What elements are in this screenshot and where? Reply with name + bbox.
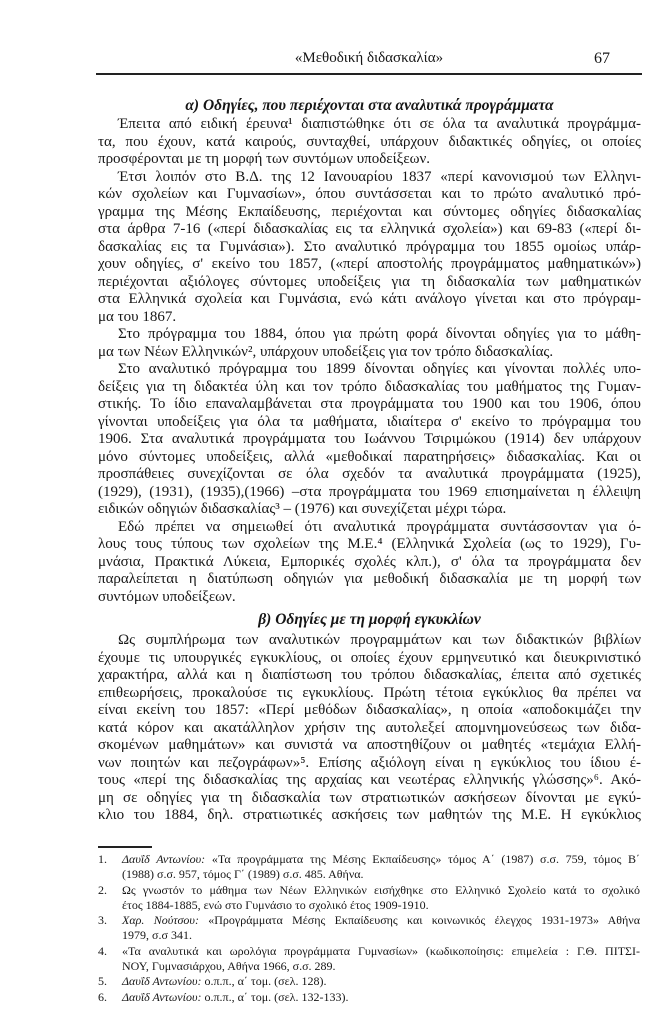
paragraph [98, 116, 641, 169]
text-line: Στο αναλυτικό πρόγραμμα του 1899 δίνονται οδηγίες και γίνονται πολλές υπο- [118, 361, 641, 377]
text-line: μη σε οδηγίες για τη διδασκαλία των στρατιωτικών ασκήσεων δίνονται με εγκύ- [98, 789, 641, 806]
text-line: έχουμε τις υπουργικές εγκυκλίους, οι οποίες έχουν ερμηνευτικό και διευκρινιστικό [98, 649, 641, 666]
text-line: χουν οδηγίες, σ' εκείνο του 1857, («περί αποστολής προγράμματος μαθηματικών») [98, 256, 641, 272]
text-line: γραμμα της Μέσης Εκπαίδευσης, περιέχονται και σύντομες οδηγίες διδασκαλίας [98, 203, 641, 220]
footnote-line [122, 990, 640, 1005]
text-line: κλιο του 1884, δηλ. στρατιωτικές ασκήσεις των μαθητών της Μ.Ε. Η εγκύκλιος [98, 807, 641, 823]
text-line: παραλείπεται η διατύπωση οδηγιών για μεθοδική διδασκαλία με τη μορφή των [98, 571, 641, 587]
text-line: μόνο σύντομες υποδείξεις, αλλά «μεθοδικαί παρατηρήσεις» διδασκαλίας. Και οι [98, 448, 641, 465]
text-line: λους τους τύπους των σχολείων της Μ.Ε.⁴ (Ελληνικά Σχολεία (ως το 1929), Γυ- [98, 536, 641, 552]
footnote-line: ΝΟΥ, Γυμνασιάρχου, Αθήνα 1966, σ.σ. 289. [122, 959, 336, 974]
text-line: ειδικών οδηγιών διδασκαλίας³ – (1976) και συνεχίζεται μέχρι τώρα. [98, 501, 507, 517]
footnote-body [122, 852, 640, 883]
footnote-author: Δαυΐδ Αντωνίου: [122, 989, 202, 1004]
footnote-author: Χαρ. Νούτσου: [122, 913, 199, 928]
footnote [98, 883, 640, 914]
footnote [98, 974, 640, 989]
footnote-text: «Προγράμματα Μέσης Εκπαίδευσης και κοινωνικός έλεγχος 1931-1973» Αθήνα [208, 913, 641, 928]
main-text [98, 96, 641, 825]
paragraph [98, 519, 641, 607]
footnote-line: (1988) σ.σ. 957, τόμος Γ΄ (1989) σ.σ. 485. Αθήνα. [122, 867, 364, 882]
text-line: Έπειτα από ειδική έρευνα¹ διαπιστώθηκε ότι σε όλα τα αναλυτικά προγράμμα- [118, 116, 641, 132]
page-number: 67 [594, 50, 610, 67]
footnote [98, 944, 640, 975]
section-heading: α) Οδηγίες, που περιέχονται στα αναλυτικά προγράμματα [185, 97, 554, 114]
footnote-line [122, 913, 640, 928]
footnote-text: ο.π.π., α΄ τομ. (σελ. 132-133). [204, 989, 349, 1004]
section-heading: β) Οδηγίες με τη μορφή εγκυκλίων [258, 611, 481, 628]
text-line: συντόμων υποδείξεων. [98, 588, 236, 605]
footnote-author: Δαυΐδ Αντωνίου: [122, 974, 202, 989]
text-line: είναι εκείνη του 1857: «Περί μεθόδων διδασκαλίας», η οποία «αποδοκιμάζει την [98, 702, 641, 718]
footnote-line [122, 852, 640, 867]
footnote-number: 2. [98, 882, 107, 897]
header-rule [96, 73, 642, 75]
running-head [98, 50, 640, 70]
footnote-line: Ως γνωστόν το μάθημα των Νέων Ελληνικών εισήχθηκε στο Ελληνικό Σχολείο κατά το σχολικό [122, 882, 640, 897]
text-line: στα άρθρα 7-16 («περί διδασκαλίας εις τα ελληνικά σχολεία») και 69-83 («περί δι- [98, 221, 641, 237]
paragraph [98, 169, 641, 327]
text-line: προσπάθειες συνεχίζονται σε όλα σχεδόν τα αναλυτικά προγράμματα (1925), [98, 466, 641, 482]
text-line: δασκαλίας εις τα Γυμνάσια»). Στο αναλυτικό πρόγραμμα του 1855 ομοίως υπάρ- [98, 238, 641, 255]
footnote-author: Δαυΐδ Αντωνίου: [122, 852, 206, 866]
text-line: μνάσια, Πρακτικά Λύκεια, Εμπορικές σχολές κλπ.), σ' όλα τα προγράμματα δεν [98, 553, 641, 570]
text-line: τους «περί της διδασκαλίας της αρχαίας και νεωτέρας ελληνικής γλώσσης»⁶. Ακό- [98, 772, 641, 788]
text-line: στικής. Το ίδιο επαναλαμβάνεται στα προγράμματα του 1900 και του 1906, όπου [98, 396, 641, 412]
footnote-number: 5. [98, 974, 107, 989]
text-line: (1929), (1931), (1935),(1966) –στα προγράμματα του 1969 επισημαίνεται η έλλειψη [98, 483, 641, 500]
text-line: 1906. Στα αναλυτικά προγράμματα του Ιωάννου Τσιριμώκου (1914) δεν υπάρχουν [98, 431, 641, 447]
text-line: κατά κόρον και ακατάλληλον χρήσιν της αυτολεξεί απομνημονεύσεως των διδα- [98, 719, 641, 736]
footnote-text: ο.π.π., α΄ τομ. (σελ. 128). [204, 974, 327, 989]
footnote [98, 990, 640, 1005]
footnote-line: 1979, σ.σ 341. [122, 928, 192, 943]
footnote-number: 6. [98, 989, 107, 1004]
text-line: Εδώ πρέπει να σημειωθεί ότι αναλυτικά προγράμματα συντάσσονταν για ό- [118, 518, 641, 535]
footnote-body [122, 883, 640, 914]
footnote [98, 913, 640, 944]
text-line: νων ποιητών και πεζογράφων»⁵. Επίσης αξιόλογη είναι η εγκύκλιος του ίδιου έ- [98, 754, 641, 771]
text-line: επιθεωρήσεις, προκαλούσε τις εγκυκλίους. Πρώτη τέτοια εγκύκλιος θα πρέπει να [98, 684, 641, 701]
text-line: μα του 1867. [98, 308, 177, 325]
paragraph [98, 361, 641, 519]
text-line: τα, που έχουν, κατά καιρούς, συνταχθεί, υπάρχουν διδακτικές οδηγίες, οι οποίες [98, 133, 641, 150]
footnote-number: 3. [98, 913, 107, 928]
text-line: δείξεις για τη διδακτέα ύλη και τον τρόπο διδασκαλίας του μαθήματος της Γυμαν- [98, 378, 641, 395]
text-line: προσφέρονται με τη μορφή των συντόμων υποδείξεων. [98, 151, 431, 167]
text-line: Έτσι λοιπόν στο Β.Δ. της 12 Ιανουαρίου 1837 «περί κανονισμού των Ελληνι- [118, 168, 641, 185]
text-line: περιέχονται αξιόλογες σύντομες υποδείξεις για τη διδασκαλία των μαθηματικών [98, 273, 641, 290]
paragraph [98, 632, 641, 825]
footnote-line: «Τα αναλυτικά και ωρολόγια προγράμματα Γυμνασίων» (κωδικοποίησις: επιμελεία : Γ.Θ. ΠΙΤΣΙ- [122, 943, 640, 958]
text-line: Στο πρόγραμμα του 1884, όπου για πρώτη φορά δίνονται οδηγίες για το μάθη- [118, 326, 641, 342]
footnote-line [122, 974, 640, 989]
text-line: μα των Νέων Ελληνικών², υπάρχουν υποδείξεις για τον τρόπο διδασκαλίας. [98, 343, 554, 360]
footnote-body [122, 913, 640, 944]
running-title: «Μεθοδική διδασκαλία» [294, 50, 444, 66]
text-line: γίνονται υποδείξεις για όλα τα μαθήματα, ιδιαίτερα σ' εκείνο το πρόγραμμα του [98, 413, 641, 430]
text-line: στα Ελληνικά σχολεία και Γυμνάσια, ενώ κάτι ανάλογο γίνεται και στο πρόγραμ- [98, 291, 641, 307]
footnote-body [122, 944, 640, 975]
footnote-rule [98, 846, 152, 848]
footnotes [98, 852, 640, 1005]
footnote-body [122, 990, 640, 1005]
footnote-line: έτος 1884-1885, ενώ στο Γυμνάσιο το σχολικό έτος 1909-1910. [122, 897, 429, 912]
text-line: χαρακτήρα, αλλά και η διαπίστωση του τρόπου διδασκαλίας, έπειτα από σχετικές [98, 667, 641, 683]
footnote-number: 4. [98, 943, 107, 958]
footnote-text: «Τα προγράμματα της Μέσης Εκπαίδευσης» τόμος Α΄ (1987) σ.σ. 759, τόμος Β΄ [211, 852, 641, 866]
text-line: κών σχολείων και Γυμνασίων», όπου συντάσσεται και το πρώτο αναλυτικό πρό- [98, 186, 641, 202]
footnote-number: 1. [98, 852, 107, 866]
footnote-body [122, 974, 640, 989]
text-line: σκομένων μαθημάτων» και συνιστά να αποστηθίζουν οι μαθητές «τεμάχια Ελλή- [98, 737, 641, 753]
paragraph [98, 326, 641, 361]
footnote [98, 852, 640, 883]
text-line: Ως συμπλήρωμα των αναλυτικών προγραμμάτων και των διδακτικών βιβλίων [118, 632, 641, 648]
